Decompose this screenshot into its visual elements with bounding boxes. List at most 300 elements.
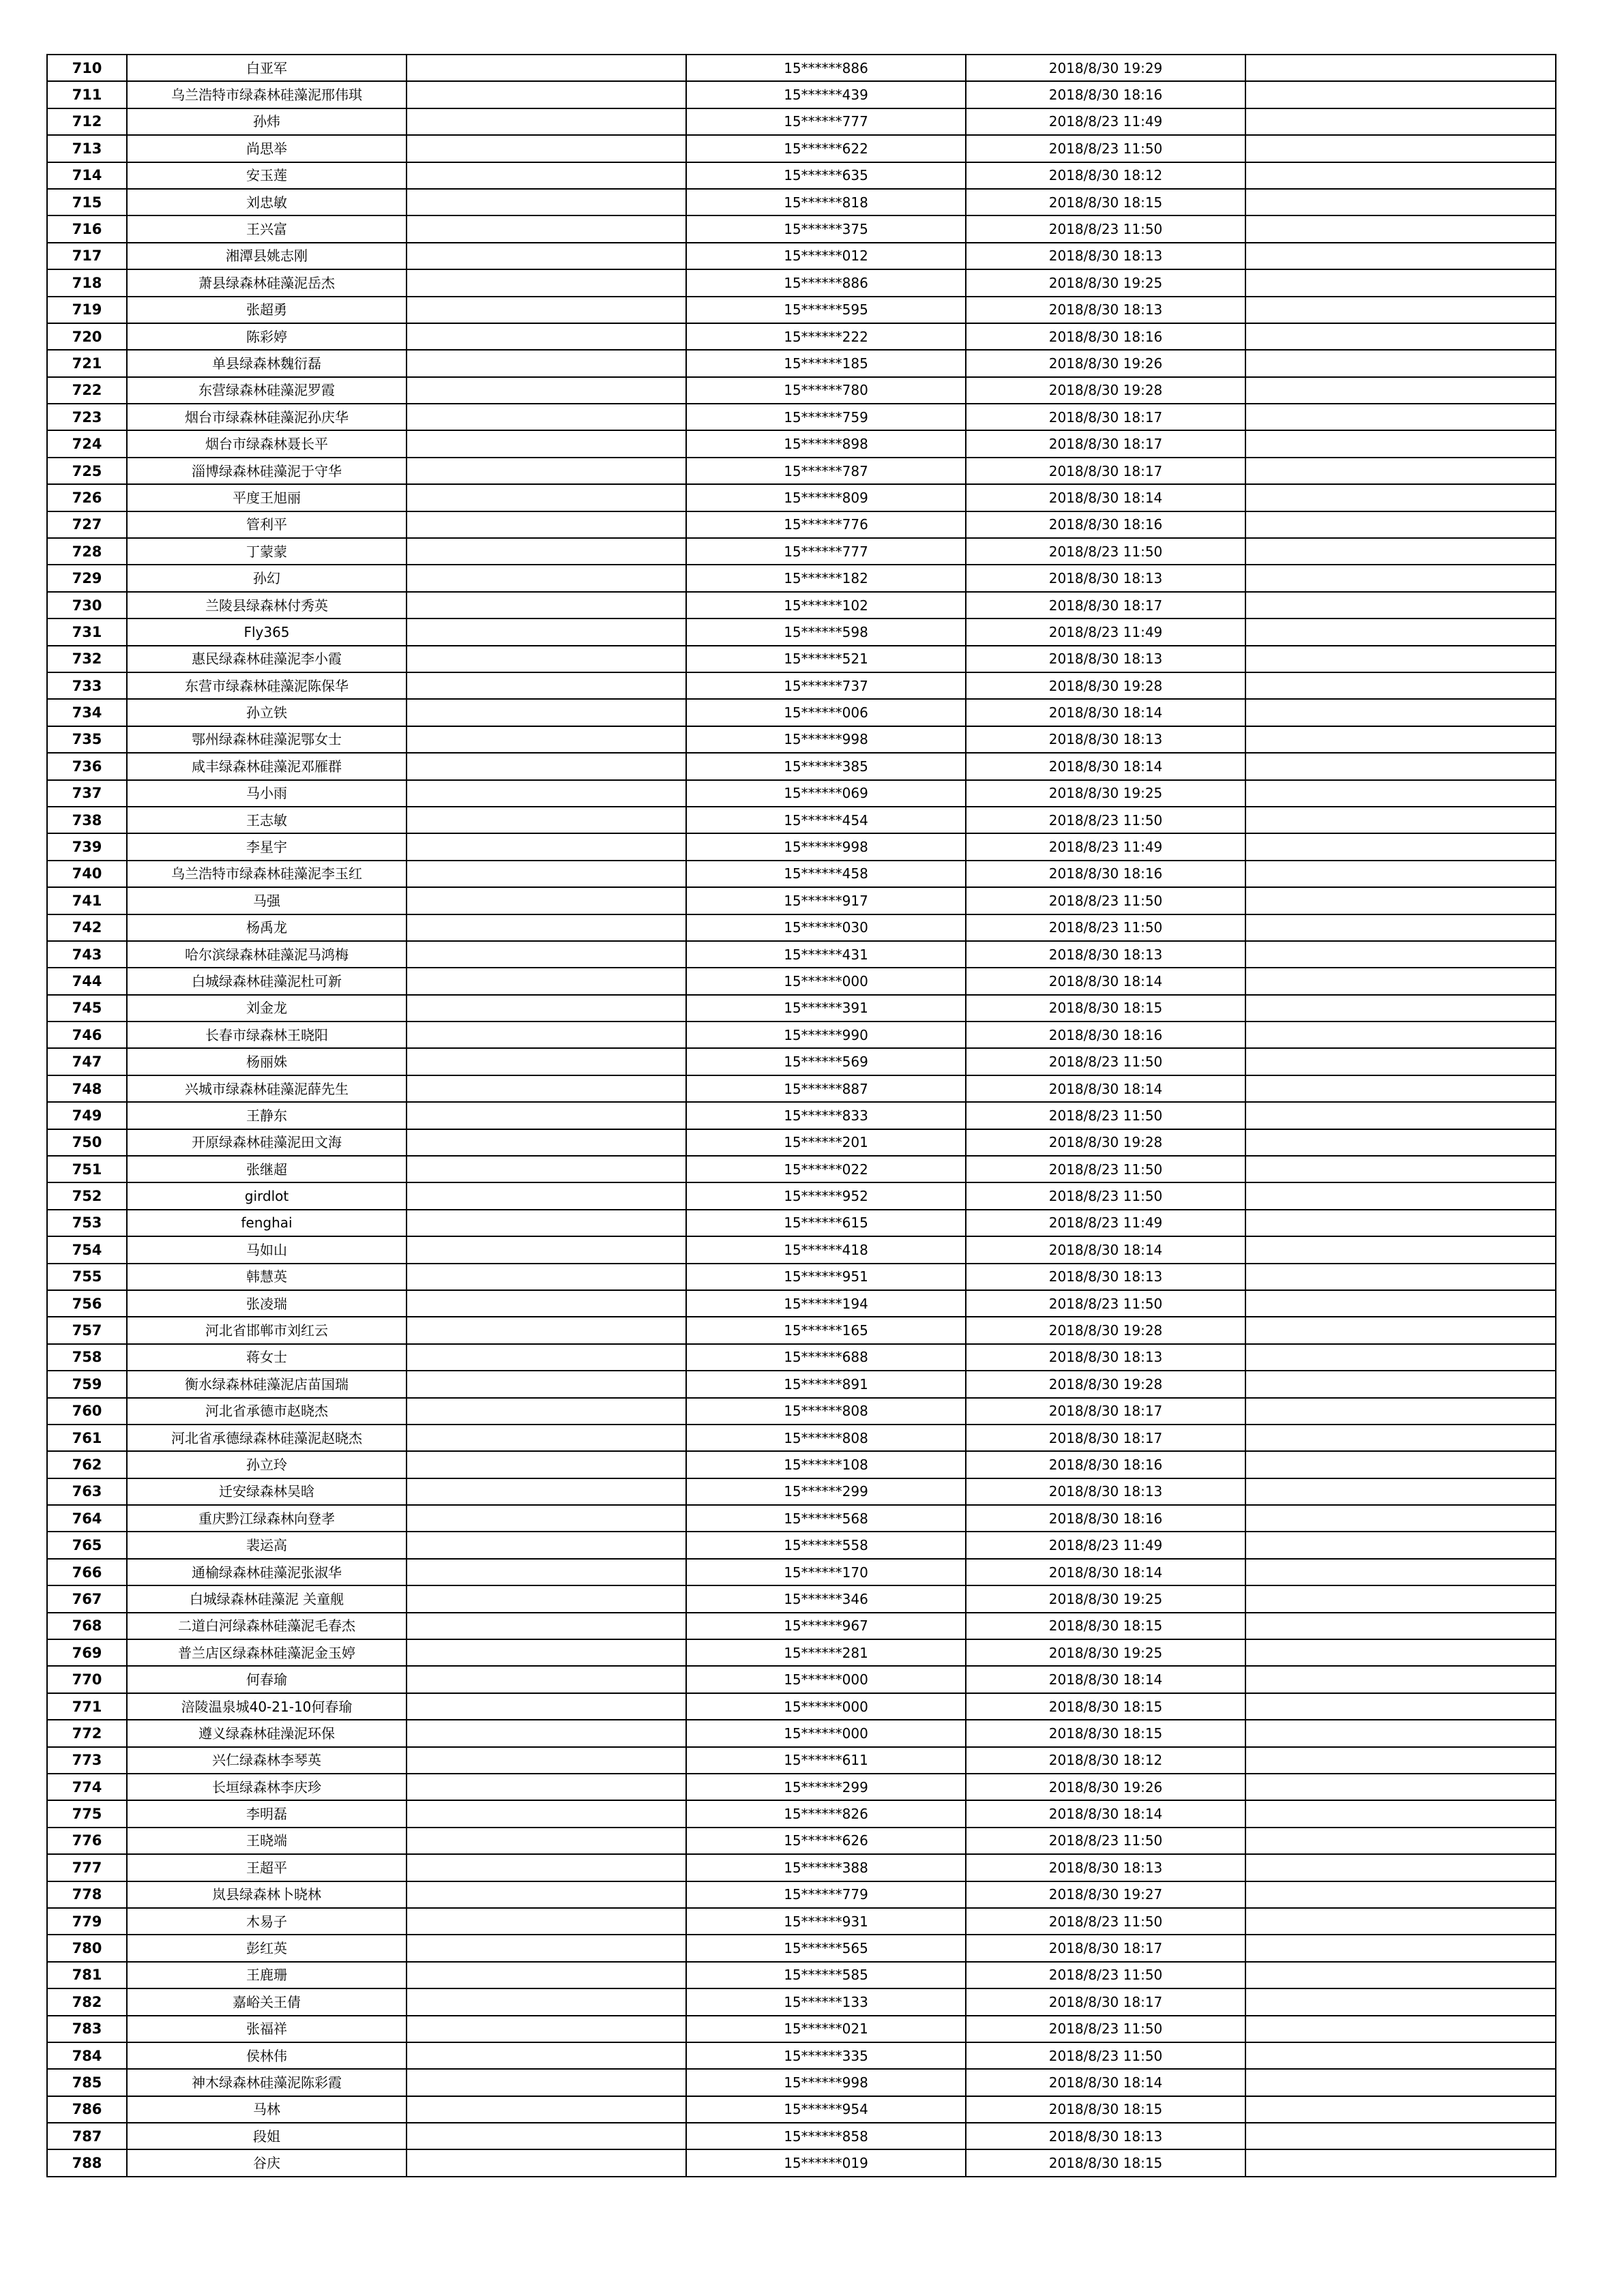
empty-cell xyxy=(1245,861,1556,887)
empty-cell xyxy=(1245,1425,1556,1451)
empty-cell xyxy=(1245,1317,1556,1343)
table-row xyxy=(47,646,1556,672)
name-cell: 侯林伟 xyxy=(127,2042,407,2069)
empty-cell xyxy=(1245,1290,1556,1317)
empty-cell xyxy=(407,1962,686,1988)
name-cell: 乌兰浩特市绿森林硅藻泥李玉红 xyxy=(127,861,407,887)
timestamp-cell: 2018/8/30 18:15 xyxy=(966,1720,1245,1746)
phone-cell: 15******777 xyxy=(686,108,966,135)
timestamp-cell: 2018/8/30 19:28 xyxy=(966,672,1245,699)
name-cell: 普兰店区绿森林硅藻泥金玉婷 xyxy=(127,1639,407,1666)
row-number-cell: 752 xyxy=(47,1182,127,1209)
empty-cell xyxy=(1245,726,1556,753)
timestamp-cell: 2018/8/30 19:28 xyxy=(966,1129,1245,1156)
name-cell: 马小雨 xyxy=(127,780,407,807)
empty-cell xyxy=(407,753,686,779)
empty-cell xyxy=(1245,1371,1556,1397)
row-number-cell: 771 xyxy=(47,1693,127,1720)
empty-cell xyxy=(1245,1585,1556,1612)
name-cell: 河北省承德绿森林硅藻泥赵晓杰 xyxy=(127,1425,407,1451)
row-number-cell: 743 xyxy=(47,941,127,968)
name-cell: 马如山 xyxy=(127,1236,407,1263)
table-row xyxy=(47,2123,1556,2149)
name-cell: 王志敏 xyxy=(127,807,407,833)
empty-cell xyxy=(1245,833,1556,860)
table-row xyxy=(47,941,1556,968)
empty-cell xyxy=(407,297,686,323)
name-cell: 王晓端 xyxy=(127,1828,407,1854)
table-row xyxy=(47,1881,1556,1908)
empty-cell xyxy=(407,1425,686,1451)
empty-cell xyxy=(1245,1156,1556,1182)
table-row xyxy=(47,618,1556,645)
name-cell: 二道白河绿森林硅藻泥毛春杰 xyxy=(127,1613,407,1639)
table-row xyxy=(47,1720,1556,1746)
name-cell: 孙幻 xyxy=(127,565,407,591)
empty-cell xyxy=(407,833,686,860)
empty-cell xyxy=(1245,538,1556,565)
timestamp-cell: 2018/8/23 11:50 xyxy=(966,215,1245,242)
phone-cell: 15******185 xyxy=(686,350,966,376)
table-row xyxy=(47,1451,1556,1478)
name-cell: 重庆黔江绿森林向登孝 xyxy=(127,1505,407,1532)
empty-cell xyxy=(407,2042,686,2069)
timestamp-cell: 2018/8/30 19:27 xyxy=(966,1881,1245,1908)
timestamp-cell: 2018/8/30 18:14 xyxy=(966,1800,1245,1827)
row-number-cell: 726 xyxy=(47,484,127,511)
name-cell: 涪陵温泉城40-21-10何春瑜 xyxy=(127,1693,407,1720)
table-row xyxy=(47,215,1556,242)
table-row xyxy=(47,1505,1556,1532)
empty-cell xyxy=(407,1236,686,1263)
row-number-cell: 750 xyxy=(47,1129,127,1156)
empty-cell xyxy=(1245,1988,1556,2015)
name-cell: 孙炜 xyxy=(127,108,407,135)
name-cell: 彭红英 xyxy=(127,1935,407,1961)
table-row xyxy=(47,458,1556,484)
empty-cell xyxy=(1245,1774,1556,1800)
name-cell: 管利平 xyxy=(127,511,407,538)
empty-cell xyxy=(1245,1613,1556,1639)
row-number-cell: 739 xyxy=(47,833,127,860)
timestamp-cell: 2018/8/30 18:13 xyxy=(966,1478,1245,1505)
row-number-cell: 742 xyxy=(47,914,127,941)
timestamp-cell: 2018/8/30 18:17 xyxy=(966,458,1245,484)
row-number-cell: 722 xyxy=(47,377,127,404)
timestamp-cell: 2018/8/30 19:28 xyxy=(966,377,1245,404)
empty-cell xyxy=(407,1532,686,1558)
table-row xyxy=(47,807,1556,833)
name-cell: 张福祥 xyxy=(127,2016,407,2042)
empty-cell xyxy=(1245,108,1556,135)
phone-cell: 15******391 xyxy=(686,995,966,1022)
empty-cell xyxy=(1245,243,1556,269)
name-cell: 白亚军 xyxy=(127,55,407,81)
empty-cell xyxy=(1245,1666,1556,1693)
name-cell: 鄂州绿森林硅藻泥鄂女士 xyxy=(127,726,407,753)
data-table xyxy=(46,54,1556,2177)
table-row xyxy=(47,672,1556,699)
table-row xyxy=(47,833,1556,860)
row-number-cell: 773 xyxy=(47,1747,127,1774)
table-row xyxy=(47,1962,1556,1988)
table-row xyxy=(47,1344,1556,1371)
table-row xyxy=(47,565,1556,591)
table-row xyxy=(47,350,1556,376)
empty-cell xyxy=(1245,1236,1556,1263)
phone-cell: 15******917 xyxy=(686,887,966,914)
empty-cell xyxy=(407,995,686,1022)
empty-cell xyxy=(1245,1747,1556,1774)
phone-cell: 15******998 xyxy=(686,726,966,753)
table-row xyxy=(47,1371,1556,1397)
name-cell: 张凌瑞 xyxy=(127,1290,407,1317)
table-row xyxy=(47,1747,1556,1774)
row-number-cell: 744 xyxy=(47,968,127,994)
empty-cell xyxy=(407,646,686,672)
phone-cell: 15******431 xyxy=(686,941,966,968)
empty-cell xyxy=(1245,511,1556,538)
table-row xyxy=(47,914,1556,941)
empty-cell xyxy=(1245,1639,1556,1666)
phone-cell: 15******998 xyxy=(686,833,966,860)
empty-cell xyxy=(407,189,686,215)
name-cell: 河北省邯郸市刘红云 xyxy=(127,1317,407,1343)
name-cell: 李明磊 xyxy=(127,1800,407,1827)
row-number-cell: 720 xyxy=(47,323,127,350)
phone-cell: 15******000 xyxy=(686,1666,966,1693)
empty-cell xyxy=(1245,780,1556,807)
phone-cell: 15******418 xyxy=(686,1236,966,1263)
timestamp-cell: 2018/8/30 18:13 xyxy=(966,1854,1245,1881)
empty-cell xyxy=(407,726,686,753)
table-row xyxy=(47,1613,1556,1639)
row-number-cell: 780 xyxy=(47,1935,127,1961)
table-row xyxy=(47,592,1556,618)
table-row xyxy=(47,1317,1556,1343)
empty-cell xyxy=(407,55,686,81)
name-cell: 单县绿森林魏衍磊 xyxy=(127,350,407,376)
empty-cell xyxy=(407,592,686,618)
row-number-cell: 757 xyxy=(47,1317,127,1343)
table-row xyxy=(47,1935,1556,1961)
phone-cell: 15******858 xyxy=(686,2123,966,2149)
empty-cell xyxy=(1245,1102,1556,1129)
timestamp-cell: 2018/8/30 18:15 xyxy=(966,1693,1245,1720)
empty-cell xyxy=(1245,592,1556,618)
row-number-cell: 778 xyxy=(47,1881,127,1908)
empty-cell xyxy=(1245,1505,1556,1532)
name-cell: 李星宇 xyxy=(127,833,407,860)
timestamp-cell: 2018/8/30 18:16 xyxy=(966,323,1245,350)
timestamp-cell: 2018/8/30 18:17 xyxy=(966,592,1245,618)
table-row xyxy=(47,1264,1556,1290)
table-row xyxy=(47,81,1556,108)
empty-cell xyxy=(407,914,686,941)
empty-cell xyxy=(1245,297,1556,323)
empty-cell xyxy=(407,887,686,914)
table-row xyxy=(47,1156,1556,1182)
table-row xyxy=(47,1532,1556,1558)
phone-cell: 15******990 xyxy=(686,1022,966,1048)
table-row xyxy=(47,1774,1556,1800)
phone-cell: 15******388 xyxy=(686,1854,966,1881)
name-cell: 何春瑜 xyxy=(127,1666,407,1693)
name-cell: 张继超 xyxy=(127,1156,407,1182)
phone-cell: 15******170 xyxy=(686,1559,966,1585)
table-row xyxy=(47,1129,1556,1156)
row-number-cell: 710 xyxy=(47,55,127,81)
row-number-cell: 747 xyxy=(47,1048,127,1075)
name-cell: 迁安绿森林吴晗 xyxy=(127,1478,407,1505)
row-number-cell: 721 xyxy=(47,350,127,376)
empty-cell xyxy=(407,1693,686,1720)
phone-cell: 15******780 xyxy=(686,377,966,404)
empty-cell xyxy=(407,215,686,242)
table-row xyxy=(47,995,1556,1022)
timestamp-cell: 2018/8/23 11:50 xyxy=(966,1908,1245,1935)
name-cell: 遵义绿森林硅澡泥环保 xyxy=(127,1720,407,1746)
name-cell: 开原绿森林硅藻泥田文海 xyxy=(127,1129,407,1156)
timestamp-cell: 2018/8/30 19:25 xyxy=(966,1639,1245,1666)
table-row xyxy=(47,1102,1556,1129)
table-row xyxy=(47,1290,1556,1317)
empty-cell xyxy=(407,404,686,430)
name-cell: 嘉峪关王倩 xyxy=(127,1988,407,2015)
row-number-cell: 758 xyxy=(47,1344,127,1371)
table-row xyxy=(47,269,1556,296)
empty-cell xyxy=(1245,430,1556,457)
timestamp-cell: 2018/8/30 19:25 xyxy=(966,780,1245,807)
row-number-cell: 737 xyxy=(47,780,127,807)
timestamp-cell: 2018/8/30 18:15 xyxy=(966,2149,1245,2176)
empty-cell xyxy=(407,1774,686,1800)
phone-cell: 15******776 xyxy=(686,511,966,538)
row-number-cell: 741 xyxy=(47,887,127,914)
timestamp-cell: 2018/8/30 18:17 xyxy=(966,1425,1245,1451)
table-row xyxy=(47,243,1556,269)
empty-cell xyxy=(1245,1398,1556,1425)
table-row xyxy=(47,1048,1556,1075)
empty-cell xyxy=(1245,1720,1556,1746)
name-cell: 白城绿森林硅藻泥 关童舰 xyxy=(127,1585,407,1612)
empty-cell xyxy=(407,511,686,538)
phone-cell: 15******887 xyxy=(686,1075,966,1102)
phone-cell: 15******030 xyxy=(686,914,966,941)
empty-cell xyxy=(407,807,686,833)
table-row xyxy=(47,55,1556,81)
table-row xyxy=(47,2096,1556,2123)
timestamp-cell: 2018/8/30 18:17 xyxy=(966,1988,1245,2015)
empty-cell xyxy=(1245,2016,1556,2042)
name-cell: 长垣绿森林李庆珍 xyxy=(127,1774,407,1800)
row-number-cell: 734 xyxy=(47,699,127,726)
timestamp-cell: 2018/8/30 18:13 xyxy=(966,1344,1245,1371)
empty-cell xyxy=(407,2069,686,2096)
empty-cell xyxy=(407,699,686,726)
table-row xyxy=(47,135,1556,162)
empty-cell xyxy=(1245,753,1556,779)
name-cell: 平度王旭丽 xyxy=(127,484,407,511)
empty-cell xyxy=(1245,1075,1556,1102)
row-number-cell: 740 xyxy=(47,861,127,887)
row-number-cell: 738 xyxy=(47,807,127,833)
timestamp-cell: 2018/8/23 11:50 xyxy=(966,1290,1245,1317)
timestamp-cell: 2018/8/23 11:50 xyxy=(966,1102,1245,1129)
name-cell: 安玉莲 xyxy=(127,162,407,189)
empty-cell xyxy=(407,243,686,269)
empty-cell xyxy=(1245,404,1556,430)
row-number-cell: 779 xyxy=(47,1908,127,1935)
table-row xyxy=(47,968,1556,994)
row-number-cell: 782 xyxy=(47,1988,127,2015)
name-cell: 木易子 xyxy=(127,1908,407,1935)
row-number-cell: 767 xyxy=(47,1585,127,1612)
table-row xyxy=(47,430,1556,457)
row-number-cell: 735 xyxy=(47,726,127,753)
phone-cell: 15******458 xyxy=(686,861,966,887)
phone-cell: 15******568 xyxy=(686,1505,966,1532)
empty-cell xyxy=(1245,2069,1556,2096)
row-number-cell: 732 xyxy=(47,646,127,672)
table-row xyxy=(47,2149,1556,2176)
empty-cell xyxy=(1245,1908,1556,1935)
empty-cell xyxy=(407,430,686,457)
empty-cell xyxy=(407,1666,686,1693)
row-number-cell: 736 xyxy=(47,753,127,779)
empty-cell xyxy=(1245,1935,1556,1961)
timestamp-cell: 2018/8/23 11:49 xyxy=(966,108,1245,135)
name-cell: 萧县绿森林硅藻泥岳杰 xyxy=(127,269,407,296)
empty-cell xyxy=(1245,1129,1556,1156)
empty-cell xyxy=(1245,1344,1556,1371)
empty-cell xyxy=(407,2123,686,2149)
timestamp-cell: 2018/8/30 18:16 xyxy=(966,861,1245,887)
row-number-cell: 759 xyxy=(47,1371,127,1397)
empty-cell xyxy=(407,1182,686,1209)
timestamp-cell: 2018/8/30 18:14 xyxy=(966,1236,1245,1263)
empty-cell xyxy=(407,108,686,135)
phone-cell: 15******931 xyxy=(686,1908,966,1935)
table-row xyxy=(47,1828,1556,1854)
timestamp-cell: 2018/8/30 19:26 xyxy=(966,350,1245,376)
empty-cell xyxy=(1245,323,1556,350)
empty-cell xyxy=(1245,1962,1556,1988)
name-cell: 段姐 xyxy=(127,2123,407,2149)
timestamp-cell: 2018/8/23 11:49 xyxy=(966,1210,1245,1236)
phone-cell: 15******967 xyxy=(686,1613,966,1639)
row-number-cell: 730 xyxy=(47,592,127,618)
timestamp-cell: 2018/8/30 18:14 xyxy=(966,1075,1245,1102)
name-cell: 马强 xyxy=(127,887,407,914)
row-number-cell: 760 xyxy=(47,1398,127,1425)
table-row xyxy=(47,404,1556,430)
table-row xyxy=(47,780,1556,807)
empty-cell xyxy=(1245,1854,1556,1881)
phone-cell: 15******779 xyxy=(686,1881,966,1908)
row-number-cell: 770 xyxy=(47,1666,127,1693)
name-cell: 烟台市绿森林聂长平 xyxy=(127,430,407,457)
table-row xyxy=(47,189,1556,215)
name-cell: 丁蒙蒙 xyxy=(127,538,407,565)
name-cell: 谷庆 xyxy=(127,2149,407,2176)
table-row xyxy=(47,1854,1556,1881)
empty-cell xyxy=(407,1371,686,1397)
timestamp-cell: 2018/8/30 18:12 xyxy=(966,1747,1245,1774)
table-row xyxy=(47,1182,1556,1209)
timestamp-cell: 2018/8/30 18:17 xyxy=(966,1398,1245,1425)
empty-cell xyxy=(407,1022,686,1048)
row-number-cell: 711 xyxy=(47,81,127,108)
row-number-cell: 728 xyxy=(47,538,127,565)
phone-cell: 15******439 xyxy=(686,81,966,108)
timestamp-cell: 2018/8/30 18:12 xyxy=(966,162,1245,189)
phone-cell: 15******611 xyxy=(686,1747,966,1774)
empty-cell xyxy=(1245,1182,1556,1209)
empty-cell xyxy=(407,1102,686,1129)
table-row xyxy=(47,1398,1556,1425)
phone-cell: 15******335 xyxy=(686,2042,966,2069)
row-number-cell: 733 xyxy=(47,672,127,699)
timestamp-cell: 2018/8/30 18:17 xyxy=(966,404,1245,430)
row-number-cell: 765 xyxy=(47,1532,127,1558)
timestamp-cell: 2018/8/30 18:13 xyxy=(966,297,1245,323)
empty-cell xyxy=(407,1828,686,1854)
empty-cell xyxy=(1245,135,1556,162)
name-cell: 乌兰浩特市绿森林硅藻泥邢伟琪 xyxy=(127,81,407,108)
empty-cell xyxy=(407,968,686,994)
empty-cell xyxy=(407,1747,686,1774)
timestamp-cell: 2018/8/30 19:28 xyxy=(966,1371,1245,1397)
name-cell: 马林 xyxy=(127,2096,407,2123)
name-cell: 张超勇 xyxy=(127,297,407,323)
phone-cell: 15******222 xyxy=(686,323,966,350)
empty-cell xyxy=(407,2149,686,2176)
phone-cell: 15******635 xyxy=(686,162,966,189)
phone-cell: 15******809 xyxy=(686,484,966,511)
empty-cell xyxy=(1245,215,1556,242)
empty-cell xyxy=(1245,1828,1556,1854)
empty-cell xyxy=(1245,350,1556,376)
phone-cell: 15******165 xyxy=(686,1317,966,1343)
row-number-cell: 775 xyxy=(47,1800,127,1827)
row-number-cell: 745 xyxy=(47,995,127,1022)
empty-cell xyxy=(407,2016,686,2042)
empty-cell xyxy=(407,1585,686,1612)
row-number-cell: 754 xyxy=(47,1236,127,1263)
table-row xyxy=(47,1075,1556,1102)
timestamp-cell: 2018/8/23 11:49 xyxy=(966,833,1245,860)
timestamp-cell: 2018/8/23 11:50 xyxy=(966,135,1245,162)
row-number-cell: 781 xyxy=(47,1962,127,1988)
table-row xyxy=(47,2042,1556,2069)
empty-cell xyxy=(1245,807,1556,833)
row-number-cell: 783 xyxy=(47,2016,127,2042)
empty-cell xyxy=(1245,1210,1556,1236)
row-number-cell: 787 xyxy=(47,2123,127,2149)
table-row xyxy=(47,2016,1556,2042)
timestamp-cell: 2018/8/30 18:13 xyxy=(966,243,1245,269)
row-number-cell: 768 xyxy=(47,1613,127,1639)
name-cell: 王兴富 xyxy=(127,215,407,242)
name-cell: 王静东 xyxy=(127,1102,407,1129)
name-cell: 王鹿珊 xyxy=(127,1962,407,1988)
empty-cell xyxy=(407,1800,686,1827)
timestamp-cell: 2018/8/30 18:16 xyxy=(966,511,1245,538)
timestamp-cell: 2018/8/23 11:50 xyxy=(966,538,1245,565)
timestamp-cell: 2018/8/30 18:14 xyxy=(966,699,1245,726)
row-number-cell: 786 xyxy=(47,2096,127,2123)
